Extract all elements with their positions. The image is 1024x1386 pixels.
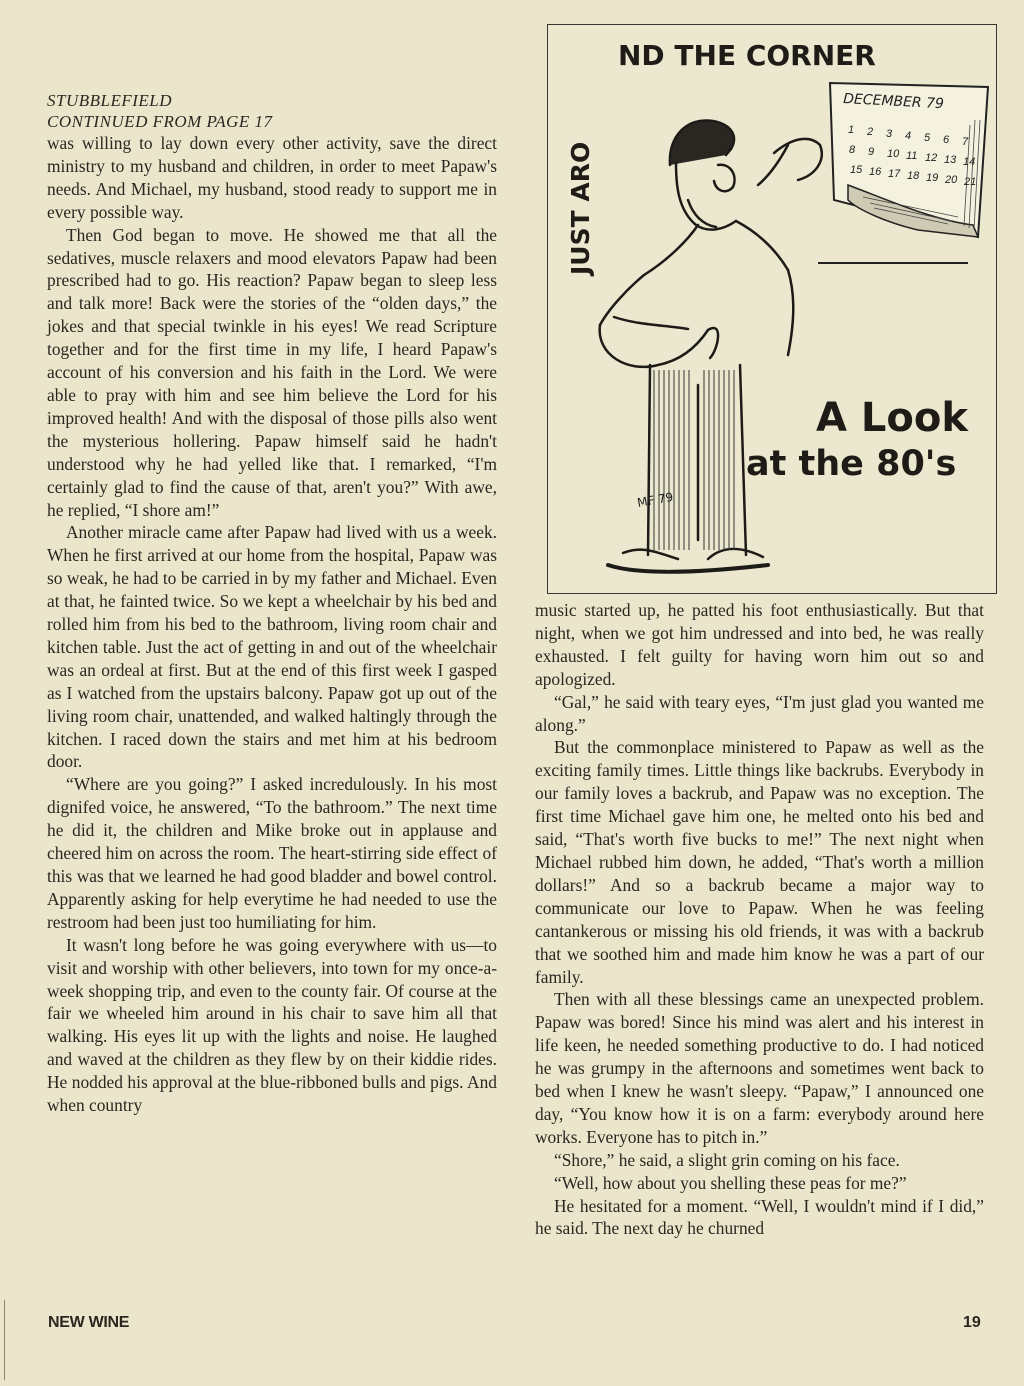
- calendar-day: 18: [907, 170, 920, 182]
- cartoon-header-vertical: JUST ARO: [566, 141, 595, 275]
- paragraph: He hesitated for a moment. “Well, I wouldn't mind if I did,” he said. The next day he churned: [535, 1195, 984, 1239]
- calendar-day: 1: [848, 124, 855, 136]
- calendar-day: 16: [869, 166, 882, 178]
- caption-line1: A Look: [816, 395, 968, 441]
- cartoon-header-horizontal: ND THE CORNER: [618, 39, 876, 72]
- old-man-figure: [600, 120, 822, 571]
- paragraph: Another miracle came after Papaw had lived with us a week. When he first arrived at our home from the hospital, Papaw was so weak, he had to be carried in by my father and Michael. Even at that, he fainted twice. So we kept a wheelchair by his bed and rolled him from his bed to the bathroom, living room chair and kitchen table. Just the act of getting in and out of the wheelchair was an ordeal at first. But at the end of this first week I gasped as I watched from the upstairs balcony. Papaw got up out of the living room chair, unattended, and walked haltingly through the kitchen. I raced down the stairs and met him at his bedroom door.: [47, 522, 497, 772]
- calendar-day: 11: [906, 150, 918, 162]
- kicker-continued-from: CONTINUED FROM PAGE 17: [47, 112, 273, 131]
- pants-hatching: [654, 370, 734, 550]
- calendar-month: DECEMBER 79: [842, 91, 945, 113]
- continued-kicker: [47, 90, 497, 132]
- calendar-day: 8: [849, 144, 856, 156]
- paragraph: Then God began to move. He showed me that all the sedatives, muscle relaxers and mood elevators Papaw had been prescribed had to go. His reaction? Papaw began to sleep less and talk more! Back were the stories of the “olden days,” the jokes and that special twinkle in his eyes! We read Scripture together and for the first time in my life, I heard Papaw's account of his conversion and his faith in the Lord. We were able to pray with him and see him believe the Lord for his improved health! And with the disposal of those pills also went the mysterious hollering. Papaw himself said he hadn't understood why he had yelled like that. I remarked, “I'm certainly glad to find the cause of that, aren't you?” With awe, he replied, “I shore am!”: [47, 224, 497, 520]
- paragraph: music started up, he patted his foot enthusiastically. But that night, when we got him undressed and into bed, he was really exhausted. I felt guilty for having worn him out so and apologized.: [535, 600, 984, 689]
- calendar-day: 2: [867, 126, 874, 138]
- kicker-author: STUBBLEFIELD: [47, 91, 172, 110]
- paragraph: But the commonplace ministered to Papaw as well as the exciting family times. Little things like backrubs. Everybody in our family loves a backrub, and Papaw was no exception. The first time Michael gave him one, he melted onto his bed and said, “That's worth five bucks to me!” The next night when Michael rubbed him down, he added, “That's worth a million dollars!” And so a backrub became a major way to communicate our love to Papaw. When he was feeling cantankerous or missing his old friends, it was with a backrub that we soothed him and made him know he was a part of our family.: [535, 737, 984, 987]
- calendar-day: 3: [886, 128, 893, 140]
- left-column: [47, 90, 497, 1117]
- paragraph: was willing to lay down every other activity, save the direct ministry to my husband and children, in order to meet Papaw's needs. And Michael, my husband, stood ready to support me in every possible way.: [47, 133, 497, 222]
- calendar-day: 6: [943, 134, 950, 146]
- paragraph: “Gal,” he said with teary eyes, “I'm just glad you wanted me along.”: [535, 691, 984, 735]
- publication-name: NEW WINE: [48, 1314, 130, 1331]
- calendar-day: 9: [868, 146, 875, 158]
- calendar-day: 4: [905, 130, 912, 142]
- calendar-day: 20: [945, 174, 958, 186]
- right-column: [535, 599, 984, 1240]
- paragraph: It wasn't long before he was going everywhere with us—to visit and worship with other believers, into town for my once-a-week shopping trip, and even to the county fair. Of course at the fair we wheeled him around in his chair to save him all that walking. His eyes lit up with the lights and noise. He laughed and waved at the children as they flew by on their kiddie rides. He nodded his approval at the blue-ribboned bulls and pigs. And when country: [47, 934, 497, 1116]
- page-edge-line: [4, 1300, 5, 1380]
- calendar-day: 7: [962, 136, 969, 148]
- cartoon-illustration: [547, 24, 997, 594]
- artist-signature: MF 79: [636, 489, 675, 510]
- calendar-day: 17: [888, 168, 901, 180]
- calendar-day: 15: [850, 164, 863, 176]
- paragraph: Then with all these blessings came an unexpected problem. Papaw was bored! Since his mind was alert and his interest in life keen, he needed something productive to do. I had noticed he was grumpy in the afternoons and sometimes went back to bed when I knew he wasn't sleepy. “Papaw,” I announced one day, “You know how it is on a farm: everybody around here works. Everyone has to pitch in.”: [535, 989, 984, 1147]
- page-number: 19: [963, 1314, 981, 1331]
- paragraph: “Well, how about you shelling these peas for me?”: [554, 1172, 907, 1193]
- calendar-day: 10: [887, 148, 900, 160]
- calendar-day: 12: [925, 152, 938, 164]
- calendar-day: 14: [963, 156, 976, 168]
- calendar-day: 21: [964, 176, 977, 188]
- cartoon-drawing: [548, 25, 998, 595]
- calendar-day: 13: [944, 154, 957, 166]
- caption-line2: at the 80's: [746, 444, 957, 484]
- paragraph: “Where are you going?” I asked incredulously. In his most dignifed voice, he answered, “To the bathroom.” The next time he did it, the children and Mike broke out in applause and cheered him on across the room. The heart-stirring side effect of this was that we learned he had good bladder and bowel control. Apparently asking for help everytime he had needed to use the restroom had been just too humiliating for him.: [47, 774, 497, 932]
- paragraph: “Shore,” he said, a slight grin coming on his face.: [554, 1149, 900, 1170]
- calendar-day: 19: [926, 172, 939, 184]
- calendar-day: 5: [924, 132, 931, 144]
